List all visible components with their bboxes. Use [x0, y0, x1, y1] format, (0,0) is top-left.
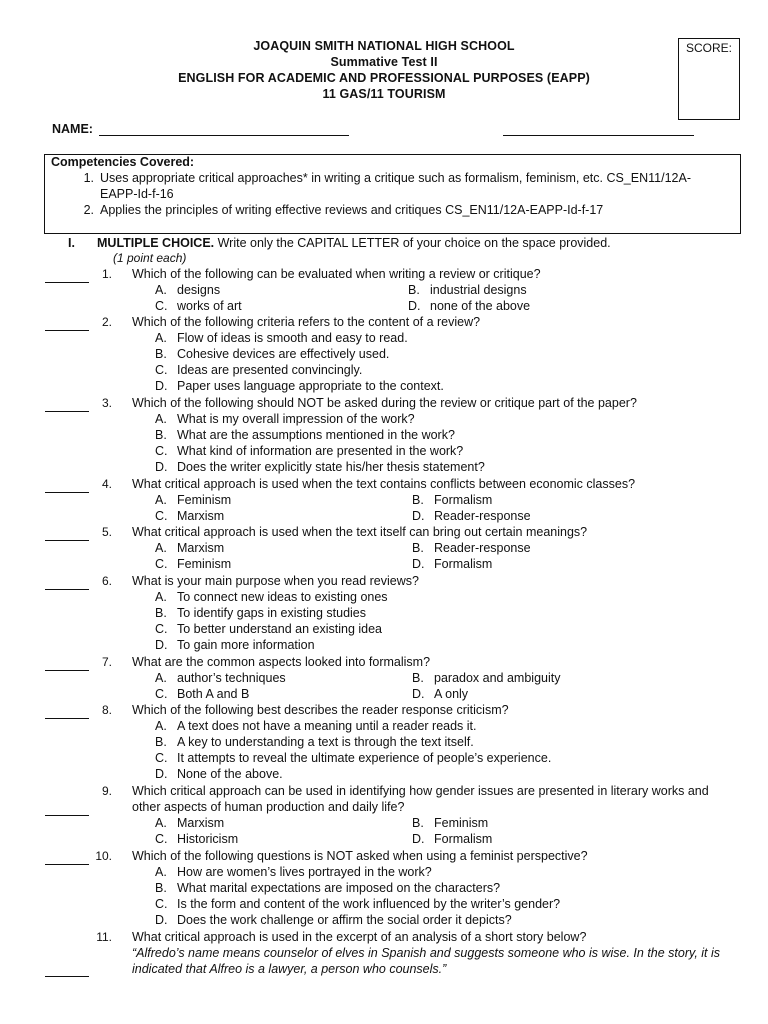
- question-number: 7.: [101, 655, 112, 669]
- question-text: Which of the following questions is NOT asked when using a feminist perspective?: [132, 849, 588, 863]
- answer-blank[interactable]: [45, 815, 89, 816]
- option: A. Flow of ideas is smooth and easy to read.: [155, 331, 408, 345]
- option: C. Feminism: [155, 557, 232, 571]
- option: A. author’s techniques: [155, 671, 286, 685]
- grade-level: 11 GAS/11 TOURISM: [322, 87, 446, 101]
- option: A. To connect new ideas to existing ones: [155, 590, 388, 604]
- option: C. What kind of information are presented in the work?: [155, 444, 464, 458]
- excerpt-quote: “Alfredo’s name means counselor of elves in Spanish and suggests someone who is wise. In the story, it is indicated that Alfreo is a lawyer, a person who counsels.”: [132, 946, 721, 976]
- score-label: SCORE:: [685, 41, 732, 55]
- option: D. none of the above: [408, 299, 531, 313]
- option: D. To gain more information: [155, 638, 315, 652]
- answer-blank[interactable]: [45, 864, 89, 865]
- question-text: What critical approach is used in the excerpt of an analysis of a short story below?: [132, 930, 587, 944]
- question-text: What is your main purpose when you read reviews?: [132, 574, 419, 588]
- competency-item: 2. Applies the principles of writing effective reviews and critiques CS_EN11/12A-EAPP-Id-f-17: [83, 203, 604, 217]
- option: B. industrial designs: [408, 283, 527, 297]
- section-title: MULTIPLE CHOICE.: [97, 236, 215, 250]
- answer-blank[interactable]: [45, 540, 89, 541]
- question-text: Which of the following can be evaluated when writing a review or critique?: [132, 267, 541, 281]
- answer-blank[interactable]: [45, 330, 89, 331]
- answer-blank[interactable]: [45, 492, 89, 493]
- option: B. What are the assumptions mentioned in the work?: [155, 428, 455, 442]
- option: B. A key to understanding a text is through the text itself.: [155, 735, 474, 749]
- option: A. Marxism: [155, 541, 225, 555]
- question-number: 4.: [101, 477, 112, 491]
- option: D. Formalism: [412, 557, 493, 571]
- document-header: [0, 38, 768, 102]
- answer-blank[interactable]: [45, 670, 89, 671]
- option: C. Ideas are presented convincingly.: [155, 363, 363, 377]
- option: D. Paper uses language appropriate to the context.: [155, 379, 444, 393]
- competencies-title: Competencies Covered:: [51, 155, 195, 169]
- option: D. Formalism: [412, 832, 493, 846]
- option: A. Marxism: [155, 816, 225, 830]
- option: C. Is the form and content of the work influenced by the writer’s gender?: [155, 897, 561, 911]
- option: C. Historicism: [155, 832, 239, 846]
- option: B. paradox and ambiguity: [412, 671, 561, 685]
- question-number: 8.: [101, 703, 112, 717]
- school-name: JOAQUIN SMITH NATIONAL HIGH SCHOOL: [253, 39, 515, 53]
- question-number: 5.: [101, 525, 112, 539]
- option: D. Reader-response: [412, 509, 531, 523]
- competency-item: 1. Uses appropriate critical approaches* in writing a critique such as formalism, feminism, etc. CS_EN11/12A-EAPP-Id-f-16: [83, 171, 691, 201]
- answer-blank[interactable]: [45, 718, 89, 719]
- option: D. None of the above.: [155, 767, 283, 781]
- option: B. What marital expectations are imposed on the characters?: [155, 881, 501, 895]
- question-number: 1.: [101, 267, 112, 281]
- option: B. To identify gaps in existing studies: [155, 606, 366, 620]
- answer-blank[interactable]: [45, 411, 89, 412]
- section-instruction: Write only the CAPITAL LETTER of your choice on the space provided.: [214, 236, 611, 250]
- option: C. works of art: [155, 299, 242, 313]
- question-text: What are the common aspects looked into formalism?: [132, 655, 431, 669]
- option: B. Reader-response: [412, 541, 531, 555]
- option: A. A text does not have a meaning until a reader reads it.: [155, 719, 477, 733]
- test-title: Summative Test II: [330, 55, 438, 69]
- question-text: What critical approach is used when the text contains conflicts between economic classes?: [132, 477, 636, 491]
- name-label: NAME:: [52, 122, 93, 136]
- competencies-box: [44, 154, 741, 234]
- subject-title: ENGLISH FOR ACADEMIC AND PROFESSIONAL PURPOSES (EAPP): [178, 71, 590, 85]
- question-text: Which critical approach can be used in identifying how gender issues are presented in literary works and other aspects of human production and daily life?: [132, 784, 709, 814]
- option: C. Both A and B: [155, 687, 250, 701]
- section-number: I.: [68, 236, 75, 250]
- option: B. Feminism: [412, 816, 489, 830]
- name-field[interactable]: [99, 135, 349, 136]
- option: A. How are women’s lives portrayed in the work?: [155, 865, 432, 879]
- option: D. Does the writer explicitly state his/her thesis statement?: [155, 460, 485, 474]
- answer-blank[interactable]: [45, 589, 89, 590]
- answer-blank[interactable]: [45, 976, 89, 977]
- points-note: (1 point each): [113, 251, 187, 265]
- option: C. It attempts to reveal the ultimate experience of people’s experience.: [155, 751, 552, 765]
- question-text: Which of the following best describes the reader response criticism?: [132, 703, 509, 717]
- option: A. What is my overall impression of the work?: [155, 412, 415, 426]
- question-number: 10.: [95, 849, 112, 863]
- score-box[interactable]: [678, 38, 740, 120]
- question-text: Which of the following should NOT be asked during the review or critique part of the paper?: [132, 396, 637, 410]
- question-number: 9.: [101, 784, 112, 798]
- question-text: What critical approach is used when the text itself can bring out certain meanings?: [132, 525, 588, 539]
- section-field[interactable]: [503, 135, 694, 136]
- option: B. Formalism: [412, 493, 493, 507]
- option: C. Marxism: [155, 509, 225, 523]
- option: D. A only: [412, 687, 469, 701]
- option: B. Cohesive devices are effectively used.: [155, 347, 390, 361]
- question-number: 3.: [101, 396, 112, 410]
- question-text: Which of the following criteria refers to the content of a review?: [132, 315, 481, 329]
- question-number: 11.: [96, 930, 112, 944]
- option: D. Does the work challenge or affirm the social order it depicts?: [155, 913, 512, 927]
- question-number: 6.: [101, 574, 112, 588]
- answer-blank[interactable]: [45, 282, 89, 283]
- option: A. Feminism: [155, 493, 232, 507]
- question-number: 2.: [101, 315, 112, 329]
- option: C. To better understand an existing idea: [155, 622, 382, 636]
- option: A. designs: [155, 283, 221, 297]
